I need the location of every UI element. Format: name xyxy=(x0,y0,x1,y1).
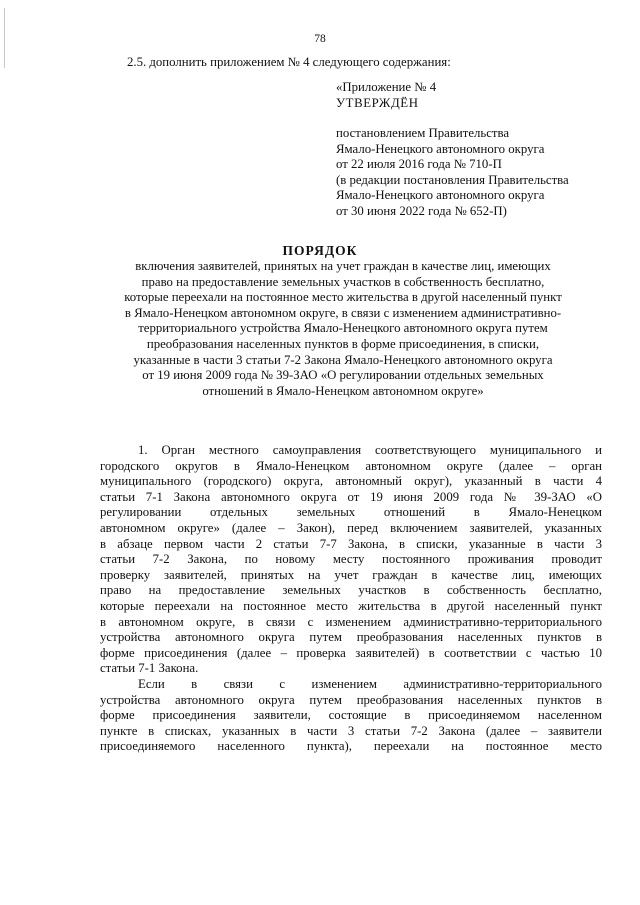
text-line: пункте в списках, указанных в части 3 статьи 7-2 Закона (далее – заявители xyxy=(100,723,602,738)
text-line: устройства автономного округа путем преобразования населенных пунктов в xyxy=(100,692,602,707)
document-title: ПОРЯДОК xyxy=(282,243,358,258)
text-line: форме присоединения (далее – проверка заявителей) в соответствии с частью 10 xyxy=(100,645,602,660)
text-line: форме присоединения заявители, состоящие в присоединяемом населенном xyxy=(100,708,602,723)
subtitle-line: право на предоставление земельных участков в собственность бесплатно, xyxy=(141,274,545,289)
subtitle-line: указанные в части 3 статьи 7-2 Закона Ямало-Ненецкого автономного округа xyxy=(133,352,553,367)
subtitle-line: территориального устройства Ямало-Ненецкого автономного округа путем xyxy=(138,321,548,336)
document-subtitle xyxy=(88,259,598,399)
document-body xyxy=(100,443,602,755)
approval-line: постановлением Правительства xyxy=(336,126,510,140)
paragraph-1 xyxy=(100,443,602,677)
subtitle-line: включения заявителей, принятых на учет граждан в качестве лиц, имеющих xyxy=(135,259,551,273)
text-line: Если в связи с изменением административно-территориального xyxy=(138,676,602,691)
text-line: присоединяемого населенного пункта), переехали на постоянное место xyxy=(100,739,602,754)
text-line: в абзаце первом части 2 статьи 7-7 Закона, в списки, указанные в части 3 xyxy=(100,536,602,551)
approval-line: (в редакции постановления Правительства xyxy=(336,172,569,187)
subtitle-line: отношений в Ямало-Ненецком автономном округе» xyxy=(202,383,484,398)
approved-stamp: УТВЕРЖДЁН xyxy=(336,95,419,110)
appendix-label: «Приложение № 4 xyxy=(336,80,437,94)
text-line: статьи 7-1 Закона. xyxy=(100,661,199,676)
text-line: проверку заявителей, принятых на учет граждан в качестве лиц, имеющих xyxy=(100,567,602,582)
subtitle-line: от 19 июня 2009 года № 39-ЗАО «О регулировании отдельных земельных xyxy=(142,368,544,383)
appendix-approval-block xyxy=(336,80,569,219)
text-line: муниципального (городского) округа, автономный округ), указанный в части 4 xyxy=(100,474,602,489)
approval-line: Ямало-Ненецкого автономного округа xyxy=(336,188,545,202)
text-line: городского округов в Ямало-Ненецком автономном округе (далее – орган xyxy=(100,458,602,473)
subtitle-line: которые переехали на постоянное место жительства в другой населенный пункт xyxy=(124,290,562,305)
text-line: статьи 7-2 Закона, по новому месту постоянного проживания проводит xyxy=(100,552,602,567)
intro-line: 2.5. дополнить приложением № 4 следующего содержания: xyxy=(127,55,451,69)
subtitle-line: преобразования населенных пунктов в форме присоединения, в списки, xyxy=(146,336,540,351)
text-line: в автономном округе, в связи с изменением административно-территориального xyxy=(100,614,602,629)
approval-line: от 22 июля 2016 года № 710-П xyxy=(336,157,502,171)
text-line: регулировании отдельных земельных отношений в Ямало-Ненецком xyxy=(100,505,602,520)
text-line: автономном округе» (далее – Закон), перед включением заявителей, указанных xyxy=(100,520,602,535)
text-line: устройства автономного округа путем преобразования населенных пунктов в xyxy=(100,630,602,645)
page-number: 78 xyxy=(314,33,326,45)
text-line: которые переехали на постоянное место жительства в другой населенный пункт xyxy=(100,598,602,613)
approval-line: Ямало-Ненецкого автономного округа xyxy=(336,141,545,156)
text-line: право на предоставление земельных участков в собственность бесплатно, xyxy=(100,583,602,598)
text-line: статьи 7-1 Закона автономного округа от 19 июня 2009 года № 39-ЗАО «О xyxy=(100,489,602,504)
approval-line: от 30 июня 2022 года № 652-П) xyxy=(336,203,507,218)
subtitle-line: в Ямало-Ненецком автономном округе, в связи с изменением административно- xyxy=(124,305,562,320)
text-line: 1. Орган местного самоуправления соответствующего муниципального и xyxy=(138,443,602,457)
paragraph-2 xyxy=(100,677,602,755)
